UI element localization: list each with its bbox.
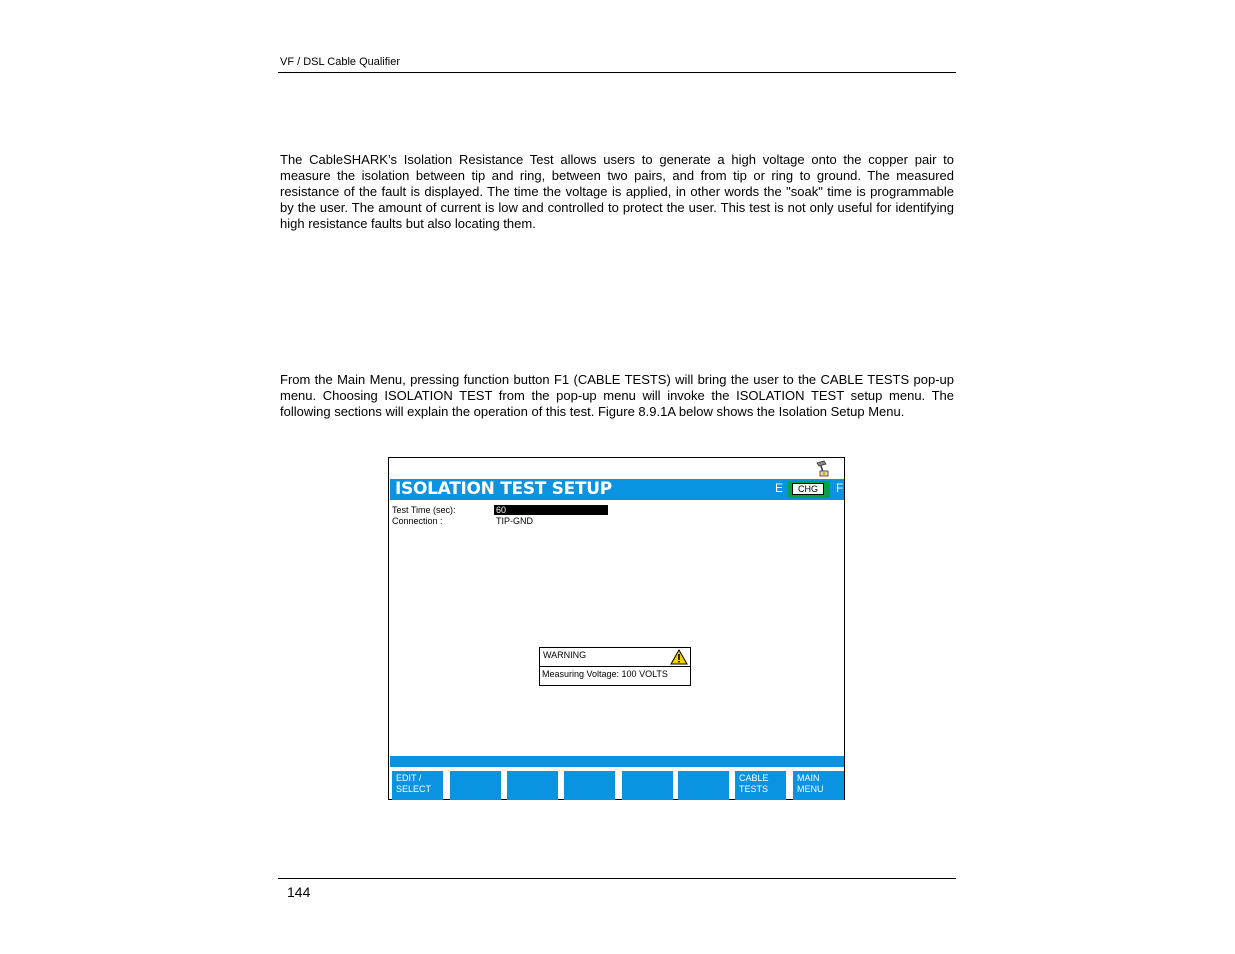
- fkey-label: SELECT: [396, 784, 432, 794]
- test-time-value[interactable]: 60: [494, 505, 608, 515]
- screen-title: ISOLATION TEST SETUP: [395, 479, 612, 499]
- battery-indicator: [788, 481, 830, 498]
- fkey-label: EDIT /: [396, 773, 422, 783]
- connection-label: Connection :: [392, 516, 443, 526]
- f6-blank-button[interactable]: [678, 771, 729, 800]
- warning-title: WARNING: [543, 650, 587, 660]
- warning-icon: [670, 649, 688, 665]
- header-title: VF / DSL Cable Qualifier: [280, 56, 401, 68]
- f3-blank-button[interactable]: [507, 771, 558, 800]
- tool-icon: [814, 460, 830, 477]
- device-screen-figure: [388, 457, 845, 800]
- connection-value[interactable]: TIP-GND: [496, 516, 533, 526]
- fkey-label: MAIN: [797, 773, 820, 783]
- f5-blank-button[interactable]: [622, 771, 673, 800]
- warning-divider: [540, 666, 690, 667]
- f8-main-menu-button[interactable]: [793, 771, 844, 800]
- page-number: 144: [287, 884, 311, 900]
- f2-blank-button[interactable]: [450, 771, 501, 800]
- battery-full-label: F: [836, 481, 844, 495]
- battery-state: CHG: [792, 483, 824, 495]
- intro-paragraph: The CableSHARK’s Isolation Resistance Test allows users to generate a high voltage onto the copper pair to measure the isolation between tip and ring, between two pairs, and from tip or ring to ground. The measured resistance of the fault is displayed. The time the voltage is applied, in other words the "soak" time is programmable by the user. The amount of current is low and controlled to protect the user. This test is not only useful for identifying high resistance faults but also locating them.: [280, 152, 954, 231]
- status-bar: [390, 756, 844, 767]
- fkey-label: CABLE: [739, 773, 769, 783]
- fkey-label: MENU: [797, 784, 824, 794]
- f7-cable-tests-button[interactable]: [735, 771, 786, 800]
- test-time-label: Test Time (sec):: [392, 505, 456, 515]
- battery-empty-label: E: [775, 481, 784, 495]
- footer-divider: [278, 878, 956, 879]
- f4-blank-button[interactable]: [564, 771, 615, 800]
- instructions-paragraph: From the Main Menu, pressing function button F1 (CABLE TESTS) will bring the user to the CABLE TESTS pop-up menu. Choosing ISOLATION TEST from the pop-up menu will invoke the ISOLATION TEST setup menu. The following sections will explain the operation of this test. Figure 8.9.1A below shows the Isolation Setup Menu.: [280, 372, 954, 419]
- fkey-label: TESTS: [739, 784, 769, 794]
- screen-title-bar: [390, 479, 844, 500]
- header-divider: [278, 72, 956, 73]
- warning-dialog: [539, 647, 691, 686]
- warning-message: Measuring Voltage: 100 VOLTS: [542, 669, 668, 679]
- f1-edit-select-button[interactable]: [392, 771, 443, 800]
